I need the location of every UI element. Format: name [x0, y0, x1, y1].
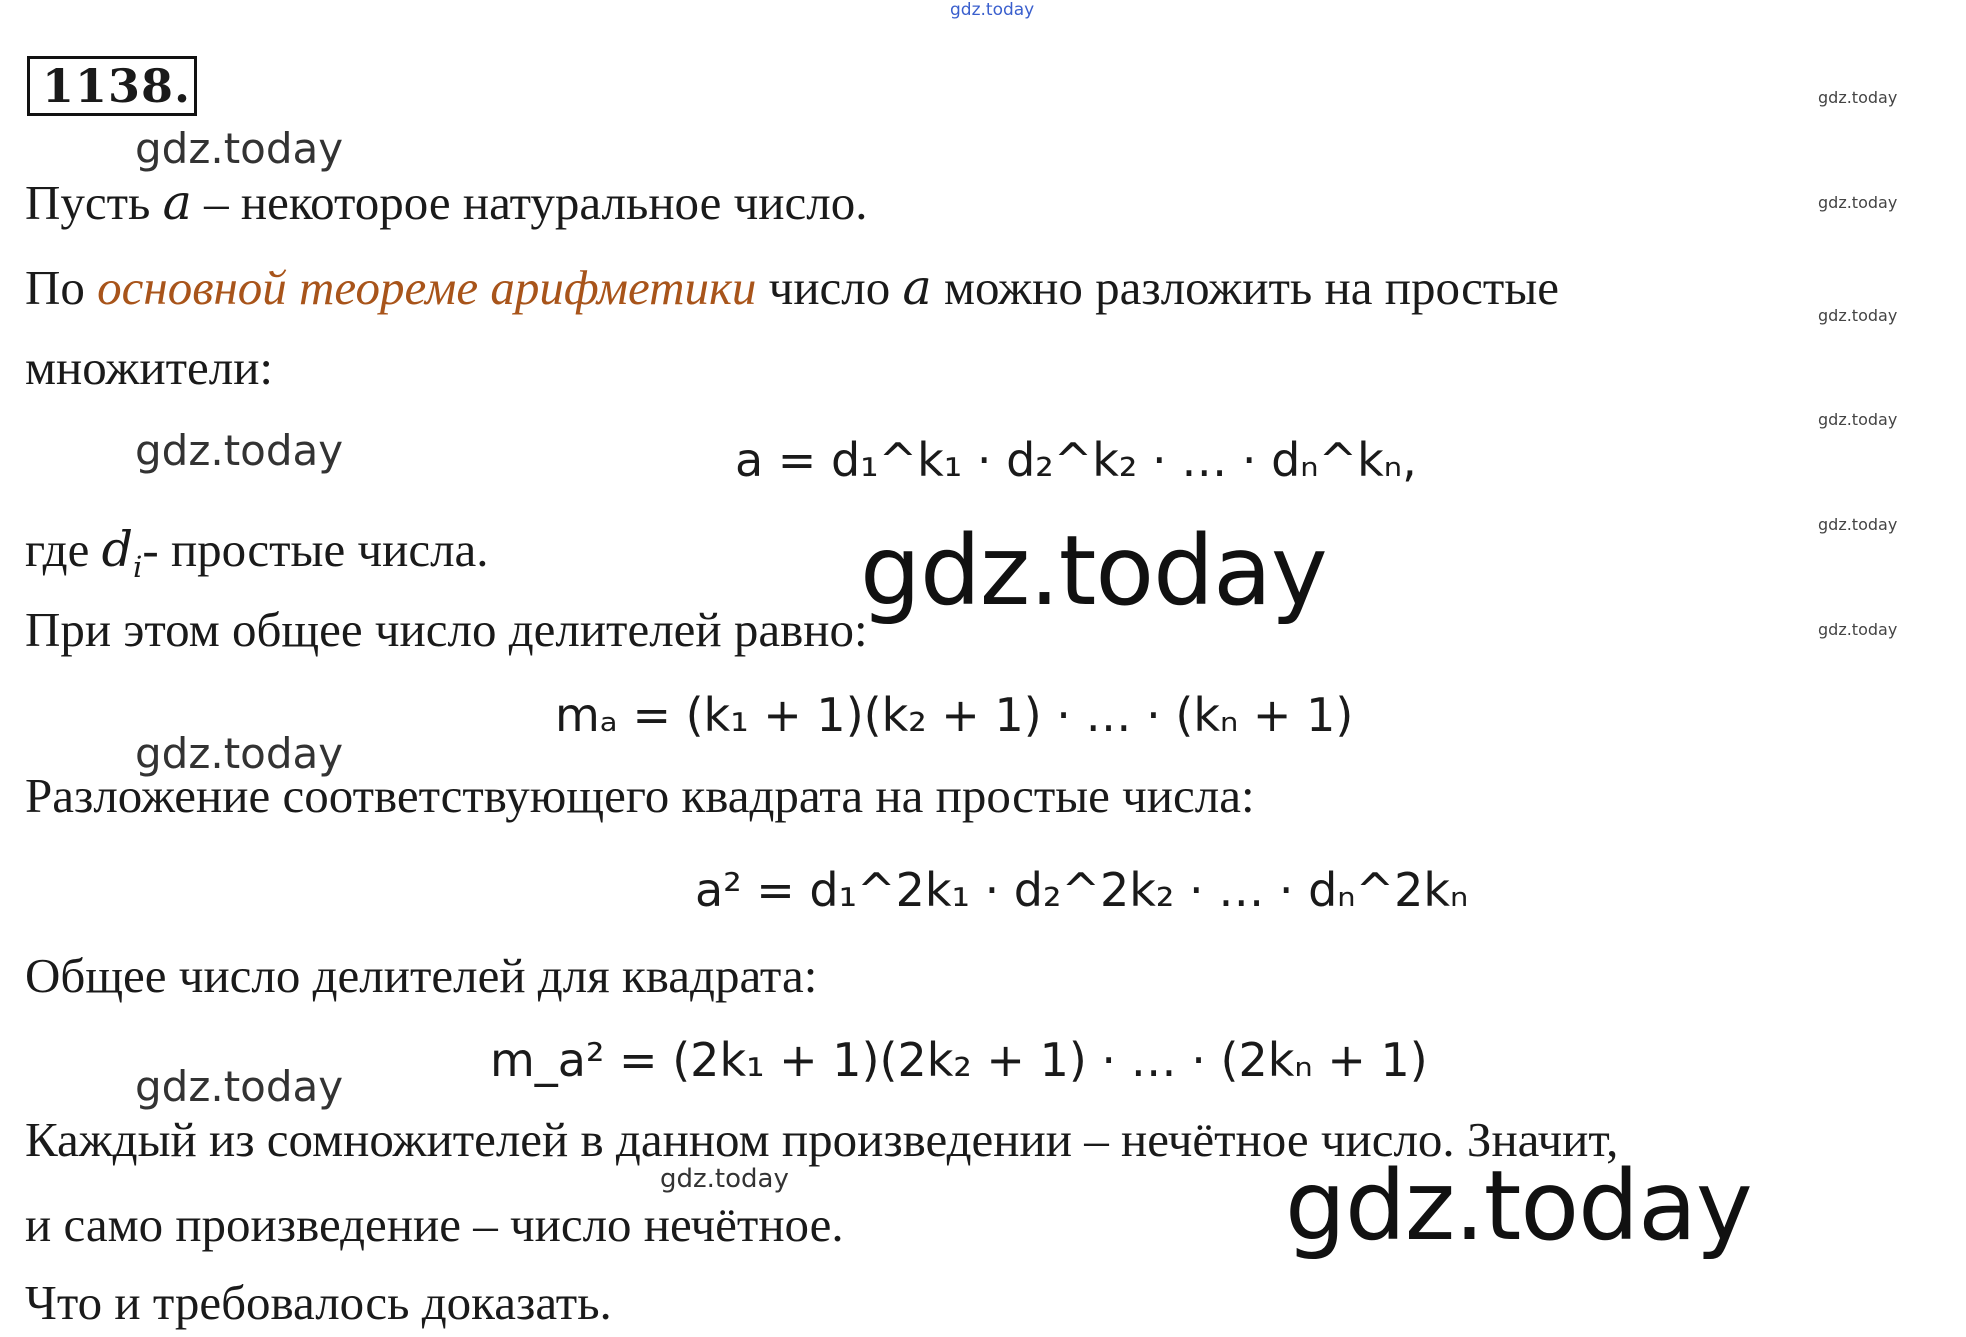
watermark-big-1: gdz.today: [860, 515, 1327, 627]
watermark-side-6: gdz.today: [1818, 620, 1898, 639]
text-line-4: где $d_i-$ простые числа.: [25, 521, 489, 584]
text-line-1: Пусть a – некоторое натуральное число.: [25, 174, 868, 231]
text-line-3: множители:: [25, 340, 274, 395]
text-line-10: Что и требовалось доказать.: [25, 1275, 612, 1330]
text-line-2: По основной теореме арифметики число a можно разложить на простые: [25, 259, 1560, 316]
watermark-left-4: gdz.today: [135, 1062, 344, 1111]
watermark-left-3: gdz.today: [135, 729, 344, 778]
watermark-top: gdz.today: [950, 0, 1035, 20]
text-line-6: Разложение соответствующего квадрата на простые числа:: [25, 768, 1255, 823]
formula-square-factorization: a² = d₁^2k₁ · d₂^2k₂ · … · dₙ^2kₙ: [695, 863, 1469, 917]
watermark-left-2: gdz.today: [135, 426, 344, 475]
text-line-9: и само произведение – число нечётное.: [25, 1197, 844, 1252]
text-line-7: Общее число делителей для квадрата:: [25, 948, 818, 1003]
theorem-reference: основной теореме арифметики: [97, 260, 757, 315]
watermark-side-2: gdz.today: [1818, 193, 1898, 212]
problem-number: 1138.: [27, 56, 197, 116]
watermark-side-3: gdz.today: [1818, 306, 1898, 325]
watermark-mid-small: gdz.today: [660, 1164, 789, 1194]
watermark-left-1: gdz.today: [135, 124, 344, 173]
formula-factorization: a = d₁^k₁ · d₂^k₂ · … · dₙ^kₙ,: [735, 433, 1417, 487]
watermark-big-2: gdz.today: [1285, 1150, 1752, 1262]
formula-square-divisor-count: m_a² = (2k₁ + 1)(2k₂ + 1) · … · (2kₙ + 1): [490, 1033, 1428, 1087]
watermark-side-4: gdz.today: [1818, 410, 1898, 429]
text-line-5: При этом общее число делителей равно:: [25, 602, 868, 657]
text-line-8: Каждый из сомножителей в данном произведении – нечётное число. Значит,: [25, 1112, 1619, 1167]
watermark-side-1: gdz.today: [1818, 88, 1898, 107]
formula-divisor-count: mₐ = (k₁ + 1)(k₂ + 1) · … · (kₙ + 1): [555, 688, 1354, 742]
watermark-side-5: gdz.today: [1818, 515, 1898, 534]
